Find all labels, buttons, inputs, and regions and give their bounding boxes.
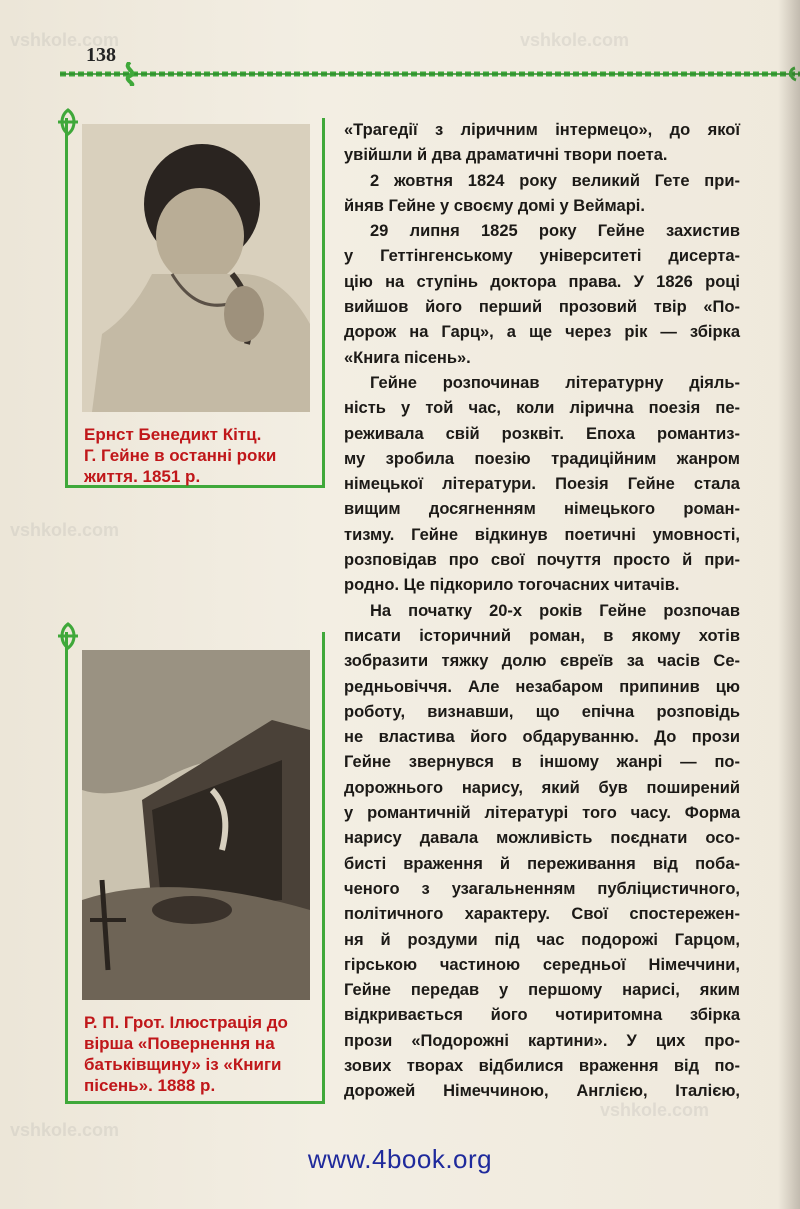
text-line: «Трагедії з ліричним інтермецо», до якої <box>344 121 740 139</box>
watermark: vshkole.com <box>600 1100 710 1120</box>
text-line: реживала свій розквіт. Епоха романтиз- <box>344 424 740 443</box>
text-line: родно. Це підкорило тогочасних читачів. <box>344 576 680 595</box>
figure-caption <box>84 424 314 487</box>
leaf-ornament-icon <box>54 108 82 136</box>
header-ornament <box>60 62 800 86</box>
text-line: Гейне розпочинав літературну діяль- <box>370 373 740 392</box>
watermark: vshkole.com <box>10 1120 120 1140</box>
text-line: йняв Гейне у своєму домі у Веймарі. <box>344 196 645 215</box>
watermark: vshkole.com <box>520 30 630 50</box>
page-number: 138 <box>86 44 116 66</box>
caption-line: життя. 1851 р. <box>84 467 201 486</box>
text-line: вищим досягненням німецького роман- <box>344 500 740 519</box>
text-line: вийшов його перший прозовий твір «По- <box>344 298 740 317</box>
caption-line: Г. Гейне в останні роки <box>84 446 277 465</box>
caption-line: вірша «Повернення на <box>84 1034 275 1053</box>
text-line: ченого з узагальненням публіцистичного, <box>344 879 740 898</box>
caption-line: Р. П. Грот. Ілюстрація до <box>84 1013 288 1032</box>
text-line: цію на ступінь доктора права. У 1826 році <box>344 272 740 291</box>
leaf-ornament-icon <box>54 622 82 650</box>
figure-caption <box>84 1012 314 1096</box>
text-line: у Геттінгенському університеті дисерта- <box>344 247 740 266</box>
watermark: vshkole.com <box>10 30 120 50</box>
page-gutter-shadow <box>778 0 800 1209</box>
footer-link[interactable]: www.4book.org <box>307 1144 493 1174</box>
text-line: бисті враження й переживання від поба- <box>344 854 740 873</box>
figure-illustration <box>65 632 325 1104</box>
text-line: зових творах відбилися враження від по- <box>344 1056 740 1075</box>
text-line: Гейне передав у першому нарисі, яким <box>344 981 740 1000</box>
text-line: На початку 20-х років Гейне розпочав <box>370 601 740 620</box>
text-line: тизму. Гейне відкинув поетичні умовності, <box>344 525 740 544</box>
text-line: зобразити тяжку долю євреїв за часів Се- <box>344 652 740 671</box>
figure-portrait <box>65 118 325 488</box>
text-line: дорожнього нарису, який був поширений <box>344 778 740 797</box>
text-line: ність у той час, коли лірична поезія пе- <box>344 399 740 418</box>
text-line: увійшли й два драматичні твори поета. <box>344 146 668 165</box>
text-line: писати історичний роман, в якому хотів <box>344 626 740 645</box>
text-line: розповідав про свої почуття просто й при- <box>344 551 740 570</box>
illustration-image <box>82 650 310 1000</box>
text-line: дорож на Гарц», а ще через рік — збірка <box>344 323 740 342</box>
text-line: роботу, визнавши, що епічна розповідь <box>344 702 740 721</box>
text-line: ня й роздуми під час подорожі Гарцом, <box>344 930 740 949</box>
text-line: 2 жовтня 1824 року великий Гете при- <box>370 171 740 190</box>
text-line: 29 липня 1825 року Гейне захистив <box>370 222 740 241</box>
text-line: політичного характеру. Свої спостережен- <box>344 905 740 924</box>
text-line: дорожей Німеччиною, Англією, Італією, <box>344 1082 740 1101</box>
text-line: не властива його обдаруванню. До прози <box>344 728 740 747</box>
text-line: «Книга пісень». <box>344 348 471 367</box>
portrait-image <box>82 124 310 412</box>
text-line: німецької літератури. Поезія Гейне стала <box>344 475 740 494</box>
body-text <box>344 118 740 1105</box>
text-line: нарису давала можливість поєднати осо- <box>344 829 740 848</box>
text-line: му зробила поезію традиційним жанром <box>344 449 740 468</box>
caption-line: батьківщину» із «Книги <box>84 1055 282 1074</box>
caption-line: Ернст Бенедикт Кітц. <box>84 425 262 444</box>
caption-line: пісень». 1888 р. <box>84 1076 216 1095</box>
text-line: у романтичній літературі того часу. Форма <box>344 804 740 823</box>
text-line: відкривається його чотиритомна збірка <box>344 1006 740 1025</box>
text-line: гірською частиною середньої Німеччини, <box>344 955 740 974</box>
text-line: Гейне звернувся в іншому жанрі — по- <box>344 753 740 772</box>
text-line: редньовіччя. Але незабаром припинив цю <box>344 677 740 696</box>
watermark: vshkole.com <box>10 520 120 540</box>
text-line: прози «Подорожні картини». У цих про- <box>344 1031 740 1050</box>
